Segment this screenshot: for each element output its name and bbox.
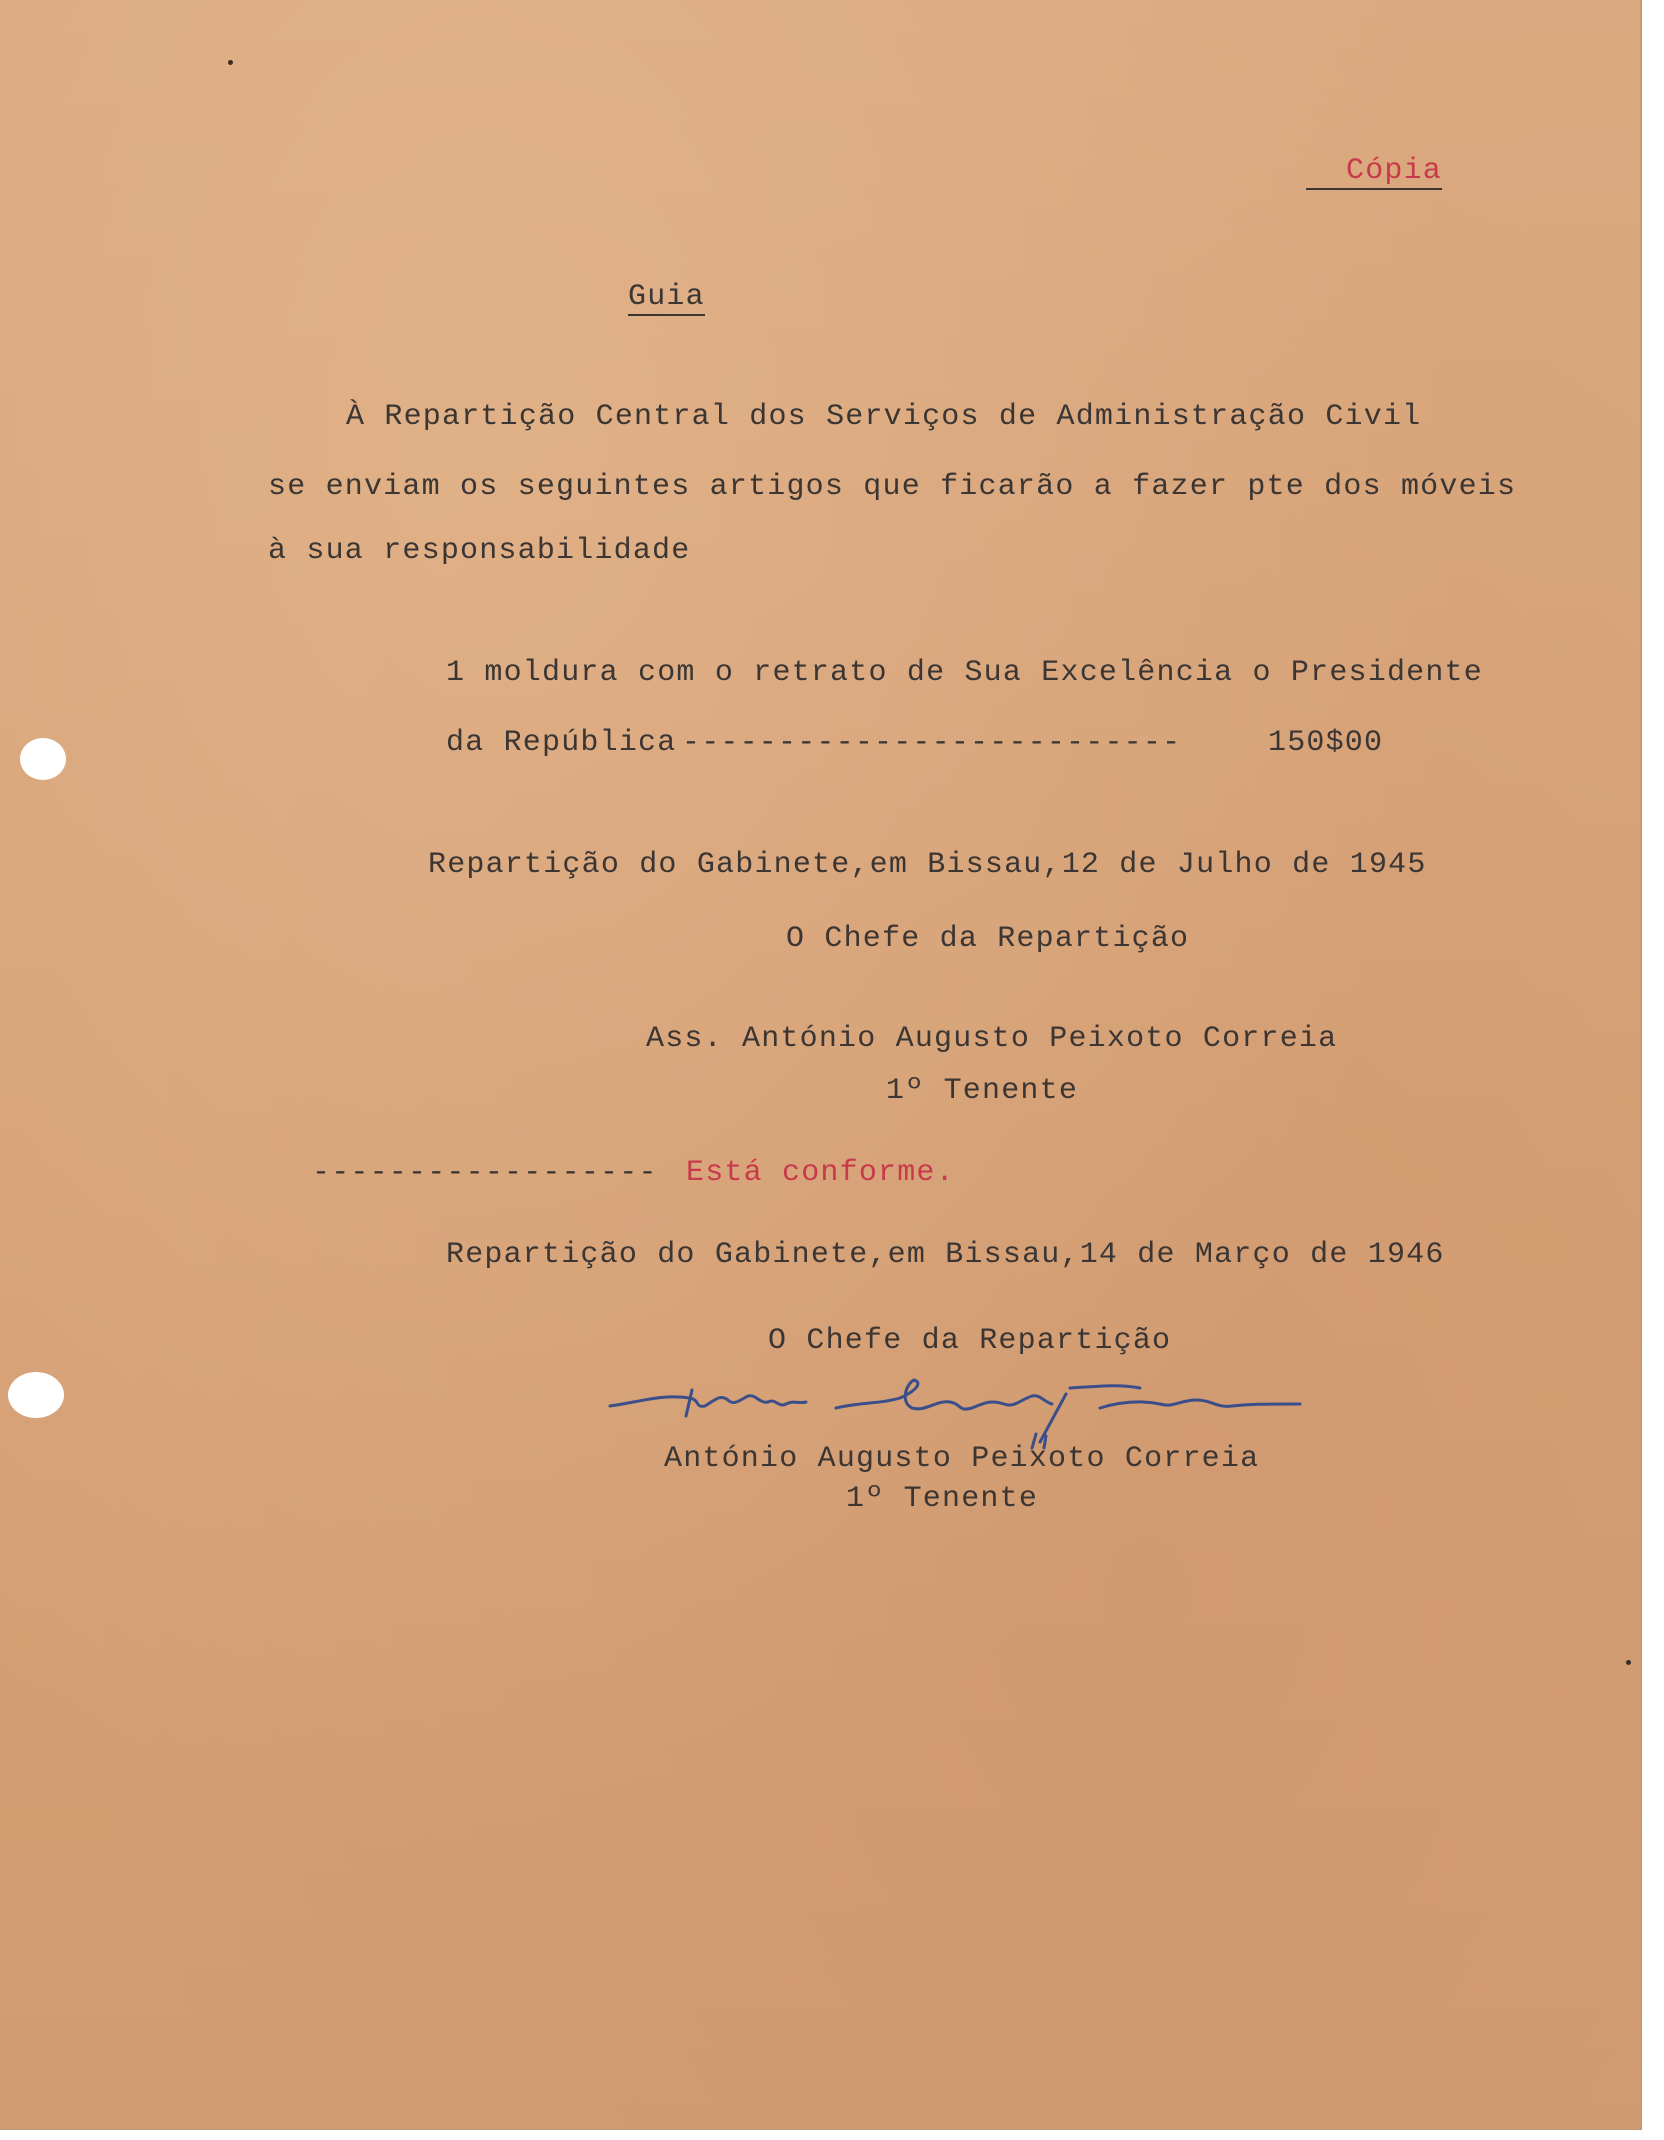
item-leader: -------------------------- (682, 726, 1182, 760)
rank-2: 1º Tenente (846, 1482, 1039, 1516)
intro-line-1: À Repartição Central dos Serviços de Administração Civil (346, 400, 1422, 434)
chief-title-2: O Chefe da Repartição (768, 1324, 1172, 1358)
conformity-text: Está conforme. (686, 1156, 955, 1190)
item-value: 150$00 (1268, 726, 1384, 760)
conformity-dashes: ------------------ (312, 1156, 658, 1190)
intro-line-2: se enviam os seguintes artigos que ficarão a fazer pte dos móveis (268, 470, 1517, 504)
handwritten-signature (600, 1364, 1350, 1454)
place-date-2: Repartição do Gabinete,em Bissau,14 de Março de 1946 (446, 1238, 1445, 1272)
punch-hole-top (20, 738, 66, 780)
signed-name-1: Ass. António Augusto Peixoto Correia (646, 1022, 1338, 1056)
intro-line-3: à sua responsabilidade (268, 534, 691, 568)
rank-1: 1º Tenente (886, 1074, 1079, 1108)
copy-mark: Cópia (1306, 156, 1442, 190)
item-line-1: 1 moldura com o retrato de Sua Excelência o Presidente (446, 656, 1483, 690)
place-date-1: Repartição do Gabinete,em Bissau,12 de Julho de 1945 (428, 848, 1427, 882)
name-2: António Augusto Peixoto Correia (664, 1442, 1260, 1476)
document-title: Guia (628, 280, 705, 314)
paper-speck (1626, 1660, 1631, 1665)
punch-hole-bottom (8, 1372, 64, 1418)
item-line-2: da República (446, 726, 677, 760)
paper-speck (228, 60, 233, 65)
chief-title-1: O Chefe da Repartição (786, 922, 1190, 956)
